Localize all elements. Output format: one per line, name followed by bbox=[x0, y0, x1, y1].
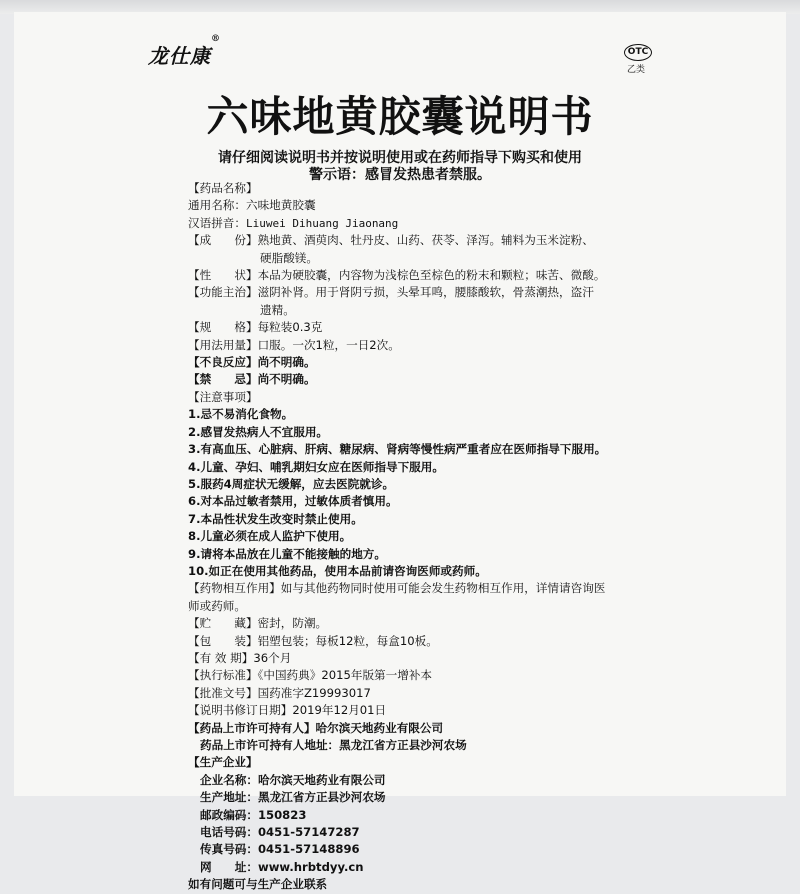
website-label: 网 址： bbox=[200, 859, 258, 874]
phone-row bbox=[188, 824, 648, 841]
generic-name: 通用名称：六味地黄胶囊 bbox=[188, 198, 316, 213]
composition-cont: 硬脂酸镁。 bbox=[260, 250, 318, 265]
approval-label: 【批准文号】 bbox=[188, 685, 258, 700]
precaution-item: 8.儿童必须在成人监护下使用。 bbox=[188, 529, 352, 544]
indications-value: 滋阴补肾。用于肾阴亏损，头晕耳鸣，腰膝酸软，骨蒸潮热，盗汗 bbox=[257, 285, 594, 300]
properties-value: 本品为硬胶囊，内容物为浅棕色至棕色的粉末和颗粒；味苦、微酸。 bbox=[257, 268, 606, 283]
footer-note: 如有问题可与生产企业联系 bbox=[188, 877, 328, 892]
spec-row bbox=[188, 319, 648, 336]
storage-label: 【贮 藏】 bbox=[188, 616, 258, 631]
dosage-value: 口服。一次1粒，一日2次。 bbox=[257, 337, 400, 352]
page-title: 六味地黄胶囊说明书 bbox=[206, 92, 594, 141]
indications-label: 【功能主治】 bbox=[188, 285, 258, 300]
composition-value: 熟地黄、酒萸肉、牡丹皮、山药、茯苓、泽泻。辅料为玉米淀粉、 bbox=[257, 233, 594, 248]
brand-logo bbox=[148, 34, 221, 69]
properties-row bbox=[188, 267, 648, 284]
pinyin-value: Liuwei Dihuang Jiaonang bbox=[245, 216, 399, 230]
registered-mark: ® bbox=[211, 34, 221, 44]
precaution-item: 4.儿童、孕妇、哺乳期妇女应在医师指导下服用。 bbox=[188, 459, 444, 474]
holder-label: 【药品上市许可持有人】 bbox=[188, 720, 316, 735]
revision-label: 【说明书修订日期】 bbox=[188, 703, 293, 718]
precaution-item: 9.请将本品放在儿童不能接触的地方。 bbox=[188, 546, 386, 561]
pinyin-row bbox=[188, 215, 648, 232]
contra-label: 【禁 忌】 bbox=[188, 372, 258, 387]
composition-row bbox=[188, 232, 648, 249]
interactions-cont: 师或药师。 bbox=[188, 598, 246, 613]
composition-label: 【成 份】 bbox=[188, 233, 258, 248]
phone-label: 电话号码： bbox=[200, 825, 258, 840]
interactions-value: 如与其他药物同时使用可能会发生药物相互作用，详情请咨询医 bbox=[280, 581, 606, 596]
spec-value: 每粒装0.3克 bbox=[257, 320, 323, 335]
manufacturer-heading: 【生产企业】 bbox=[188, 755, 258, 770]
postcode-row bbox=[188, 807, 648, 824]
precaution-item: 2.感冒发热病人不宜服用。 bbox=[188, 424, 329, 439]
notice-line: 请仔细阅读说明书并按说明使用或在药师指导下购买和使用 bbox=[218, 150, 582, 166]
holder-address-label: 药品上市许可持有人地址： bbox=[200, 738, 340, 752]
standard-label: 【执行标准】 bbox=[188, 668, 258, 683]
phone-value: 0451-57147287 bbox=[257, 825, 360, 840]
contra-value: 尚不明确。 bbox=[257, 372, 316, 387]
validity-value: 36个月 bbox=[253, 650, 292, 665]
address-label: 生产地址： bbox=[200, 790, 258, 805]
package-value: 铝塑包装；每板12粒，每盒10板。 bbox=[257, 633, 438, 648]
fax-value: 0451-57148896 bbox=[257, 842, 360, 857]
holder-row bbox=[188, 720, 648, 737]
package-row bbox=[188, 633, 648, 650]
postcode-label: 邮政编码： bbox=[200, 807, 258, 822]
address-value: 黑龙江省方正县沙河农场 bbox=[257, 790, 386, 805]
company-label: 企业名称： bbox=[200, 772, 258, 787]
brand-name: 龙仕康 bbox=[148, 44, 211, 68]
otc-badge: OTC bbox=[624, 44, 652, 61]
warning-line: 警示语：感冒发热患者禁服。 bbox=[309, 167, 491, 183]
precaution-item: 6.对本品过敏者禁用，过敏体质者慎用。 bbox=[188, 494, 398, 509]
storage-value: 密封，防潮。 bbox=[257, 616, 328, 631]
standard-value: 《中国药典》2015年版第一增补本 bbox=[257, 668, 433, 683]
adverse-row bbox=[188, 354, 648, 371]
holder-value: 哈尔滨天地药业有限公司 bbox=[315, 720, 444, 735]
otc-class: 乙类 bbox=[627, 65, 646, 75]
standard-row bbox=[188, 667, 648, 684]
leaflet-content bbox=[188, 180, 648, 894]
dosage-row bbox=[188, 337, 648, 354]
website-row bbox=[188, 859, 648, 876]
validity-label: 【有 效 期】 bbox=[188, 650, 254, 665]
pinyin-label: 汉语拼音： bbox=[188, 215, 246, 230]
precaution-item: 1.忌不易消化食物。 bbox=[188, 407, 294, 422]
indications-cont: 遗精。 bbox=[260, 302, 295, 317]
fax-label: 传真号码： bbox=[200, 842, 258, 857]
drug-name-heading: 【药品名称】 bbox=[188, 181, 258, 195]
precautions-heading: 【注意事项】 bbox=[188, 389, 258, 404]
adverse-value: 尚不明确。 bbox=[257, 355, 316, 370]
contra-row bbox=[188, 371, 648, 388]
holder-address-value: 黑龙江省方正县沙河农场 bbox=[339, 738, 467, 752]
address-row bbox=[188, 789, 648, 806]
holder-address-row bbox=[188, 737, 648, 754]
company-row bbox=[188, 772, 648, 789]
fax-row bbox=[188, 841, 648, 858]
dosage-label: 【用法用量】 bbox=[188, 337, 258, 352]
revision-row bbox=[188, 702, 648, 719]
interactions-row bbox=[188, 580, 648, 597]
approval-row bbox=[188, 685, 648, 702]
validity-row bbox=[188, 650, 648, 667]
website-value: www.hrbtdyy.cn bbox=[257, 859, 364, 874]
properties-label: 【性 状】 bbox=[188, 268, 258, 283]
precaution-item: 5.服药4周症状无缓解，应去医院就诊。 bbox=[188, 476, 395, 491]
postcode-value: 150823 bbox=[257, 807, 307, 822]
package-label: 【包 装】 bbox=[188, 633, 258, 648]
storage-row bbox=[188, 615, 648, 632]
company-value: 哈尔滨天地药业有限公司 bbox=[257, 772, 386, 787]
interactions-label: 【药物相互作用】 bbox=[188, 581, 281, 596]
approval-value: 国药准字Z19993017 bbox=[257, 685, 371, 700]
spec-label: 【规 格】 bbox=[188, 320, 258, 335]
indications-row bbox=[188, 284, 648, 301]
revision-value: 2019年12月01日 bbox=[292, 703, 387, 718]
precaution-item: 10.如正在使用其他药品，使用本品前请咨询医师或药师。 bbox=[188, 563, 487, 578]
precaution-item: 3.有高血压、心脏病、肝病、糖尿病、肾病等慢性病严重者应在医师指导下服用。 bbox=[188, 442, 607, 457]
adverse-label: 【不良反应】 bbox=[188, 355, 258, 370]
precaution-item: 7.本品性状发生改变时禁止使用。 bbox=[188, 511, 363, 526]
